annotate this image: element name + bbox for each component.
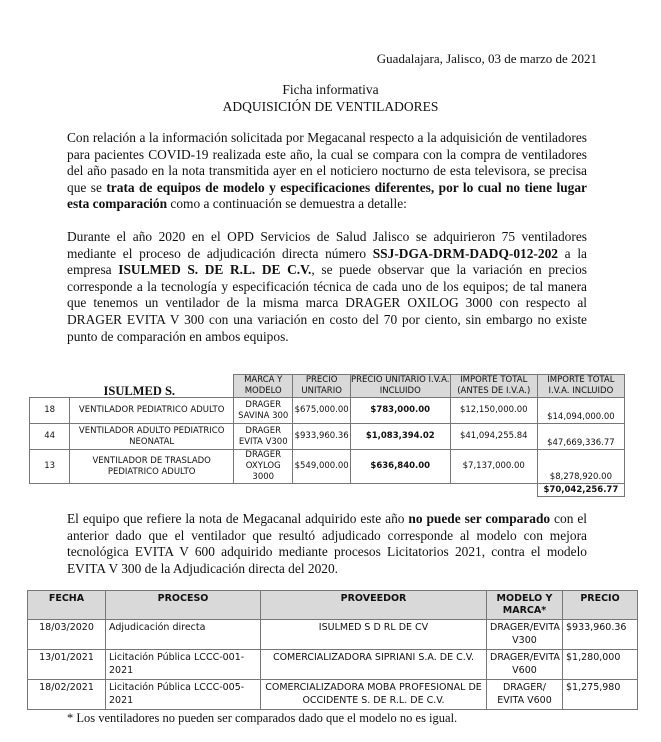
paragraph-2 (67, 229, 587, 345)
process-cell: Adjudicación directa (106, 620, 261, 650)
company-name: ISULMED S. DE R.L. DE C.V. (118, 262, 312, 278)
total-cell: $12,150,000.00 (450, 398, 537, 424)
empty-cell (30, 484, 538, 497)
quantity-cell: 44 (30, 424, 70, 450)
paragraph-3-text-end: con el anterior dado que el ventilador que resultó adjudicado corresponde al modelo con mejora tecnológica EVITA V 600 adquirido mediante procesos Licitatorios 2021, contra el modelo EVITA V 300 de la Adjudicación directa del 2020. (67, 511, 587, 576)
column-header: IMPORTE TOTAL (ANTES DE I.V.A.) (450, 375, 537, 398)
ventilators-price-table (29, 374, 625, 497)
table-row (28, 680, 638, 710)
model-cell: DRAGER/EVITA V300 (487, 620, 563, 650)
supplier-cell: COMERCIALIZADORA MOBA PROFESIONAL DE OCCIDENTE S. DE R.L. DE C.V. (261, 680, 487, 710)
supplier-cell: COMERCIALIZADORA SIPRIANI S.A. DE C.V. (261, 650, 487, 680)
table-company-title: ISULMED S. (30, 375, 234, 398)
column-header: IMPORTE TOTAL I.V.A. INCLUIDO (537, 375, 624, 398)
date-cell: 13/01/2021 (28, 650, 106, 680)
price-iva-cell: $783,000.00 (350, 398, 450, 424)
price-iva-cell: $636,840.00 (350, 450, 450, 484)
paragraph-2-text-mid: a la empresa (67, 245, 587, 278)
table-row (28, 620, 638, 650)
paragraph-1-text: Con relación a la información solicitada por Megacanal respecto a la adquisición de ventiladores para pacientes COVID-19 realizada este año, la cual se compara con la compra de ventiladores del año pasado en la nota transmitida ayer en el noticiero nocturno de esta televisora, se precisa que se (67, 130, 587, 195)
paragraph-3 (67, 511, 587, 577)
paragraph-3-text: El equipo que refiere la nota de Megacanal adquirido este año (67, 511, 409, 526)
paragraph-1-text-end: como a continuación se demuestra a detalle: (167, 196, 407, 212)
document-subtitle: ADQUISICIÓN DE VENTILADORES (222, 99, 439, 114)
column-header: MODELO Y MARCA* (487, 591, 563, 620)
model-cell: DRAGER EVITA V300 (233, 424, 292, 450)
column-header: MARCA Y MODELO (233, 375, 292, 398)
total-iva-cell: $14,094,000.00 (537, 398, 624, 424)
table-row (30, 424, 625, 450)
paragraph-2-text-end: , se puede observar que la variación en precios corresponde a la tecnología y especificación técnica de cada uno de los equipos; de tal manera que tenemos un ventilador de la misma marca DRAGER OXILOG 3000 con respecto al DRAGER EVITA V 300 con una variación en costo del 70 por ciento, sin embargo no existe punto de comparación en ambos equipos. (67, 262, 588, 344)
table-row (30, 398, 625, 424)
column-header: PROVEEDOR (261, 591, 487, 620)
document-title: Ficha informativa (282, 82, 379, 97)
column-header: PRECIO UNITARIO I.V.A. INCLUIDO (351, 375, 450, 396)
total-cell: $7,137,000.00 (450, 450, 537, 484)
process-comparison-table (27, 590, 638, 710)
price-cell: $1,280,000 (563, 650, 638, 680)
quantity-cell: 18 (30, 398, 70, 424)
description-cell: VENTILADOR PEDIATRICO ADULTO (70, 398, 234, 424)
price-cell: $675,000.00 (293, 398, 350, 424)
supplier-cell: ISULMED S D RL DE CV (261, 620, 487, 650)
price-cell: $1,275,980 (563, 680, 638, 710)
column-header: PRECIO UNITARIO (293, 375, 350, 398)
footnote: * Los ventiladores no pueden ser comparados dado que el modelo no es igual. (67, 711, 458, 725)
paragraph-1 (67, 130, 587, 213)
description-cell: VENTILADOR ADULTO PEDIATRICO NEONATAL (70, 424, 234, 450)
total-iva-cell: $47,669,336.77 (537, 424, 624, 450)
price-cell: $933,960.36 (563, 620, 638, 650)
document-date: Guadalajara, Jalisco, 03 de marzo de 2021 (376, 51, 597, 66)
table-row (28, 650, 638, 680)
grand-total-cell: $70,042,256.77 (537, 484, 624, 497)
date-cell: 18/03/2020 (28, 620, 106, 650)
table-row (30, 450, 625, 484)
total-cell: $41,094,255.84 (450, 424, 537, 450)
model-cell: DRAGER/ EVITA V600 (487, 680, 563, 710)
column-header: PROCESO (106, 591, 261, 620)
column-header: FECHA (28, 591, 106, 620)
model-cell: DRAGER OXYLOG 3000 (233, 450, 292, 484)
description-cell: VENTILADOR DE TRASLADO PEDIATRICO ADULTO (70, 450, 234, 484)
process-cell: Licitación Pública LCCC-001-2021 (106, 650, 261, 680)
date-cell: 18/02/2021 (28, 680, 106, 710)
model-cell: DRAGER SAVINA 300 (233, 398, 292, 424)
price-iva-cell: $1,083,394.02 (350, 424, 450, 450)
process-cell: Licitación Pública LCCC-005-2021 (106, 680, 261, 710)
paragraph-2-text: Durante el año 2020 en el OPD Servicios de Salud Jalisco se adquirieron 75 ventiladores mediante el proceso de adjudicación directa número (67, 229, 587, 261)
column-header: PRECIO (563, 591, 638, 620)
price-cell: $549,000.00 (293, 450, 350, 484)
paragraph-1-bold: trata de equipos de modelo y especificaciones diferentes, por lo cual no tiene lugar esta comparación (67, 179, 587, 212)
model-cell: DRAGER/EVITA V600 (487, 650, 563, 680)
quantity-cell: 13 (30, 450, 70, 484)
paragraph-3-bold: no puede ser comparado (408, 511, 551, 526)
price-cell: $933,960.36 (293, 424, 350, 450)
contract-number: SSJ-DGA-DRM-DADQ-012-202 (372, 245, 558, 261)
total-iva-cell: $8,278,920.00 (537, 450, 624, 484)
